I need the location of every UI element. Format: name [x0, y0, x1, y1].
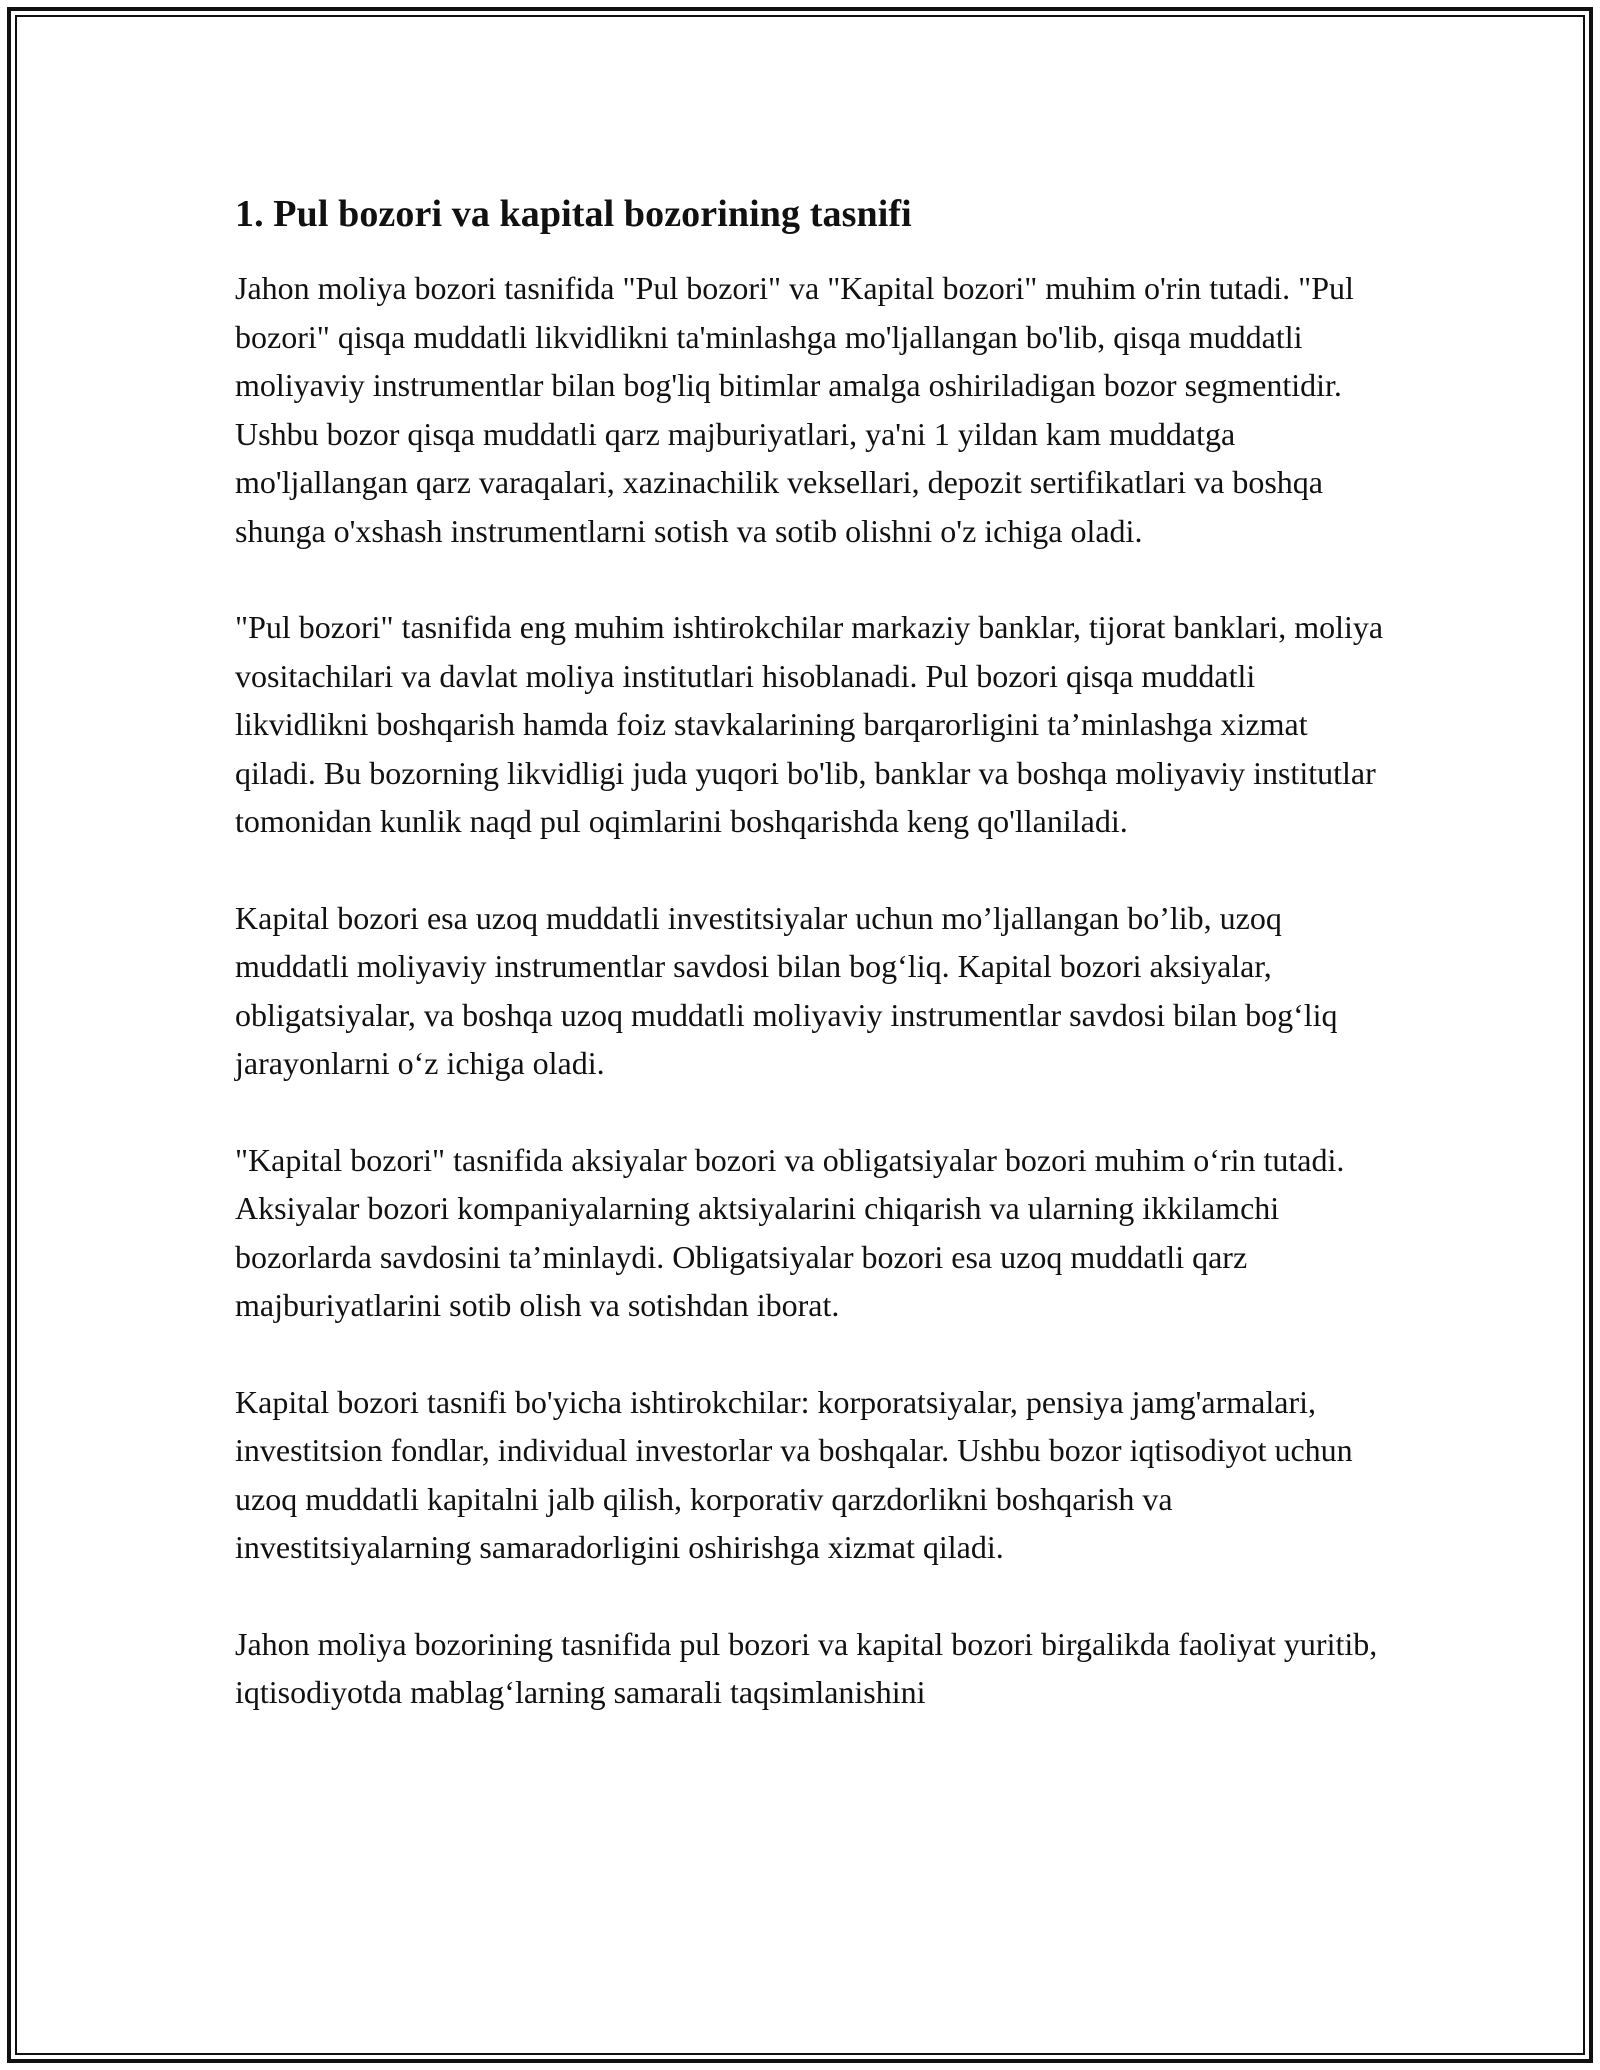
paragraph-money-market-participants: "Pul bozori" tasnifida eng muhim ishtirokchilar markaziy banklar, tijorat banklari, moliya vositachilari va davlat moliya institutlari hisoblanadi. Pul bozori qisqa muddatli likvidlikni boshqarish hamda foiz stavkalarining barqarorligini ta’minlashga xizmat qiladi. Bu bozorning likvidligi juda yuqori bo'lib, banklar va boshqa moliyaviy institutlar tomonidan kunlik naqd pul oqimlarini boshqarishda keng qo'llaniladi.	[235, 609, 1384, 839]
paragraph-capital-market-segments: "Kapital bozori" tasnifida aksiyalar bozori va obligatsiyalar bozori muhim o‘rin tutadi. Aksiyalar bozori kompaniyalarning aktsiyalarini chiqarish va ularning ikkilamchi bozorlarda savdosini ta’minlaydi. Obligatsiyalar bozori esa uzoq muddatli qarz majburiyatlarini sotib olish va sotishdan iborat.	[235, 1141, 1345, 1323]
section-heading: 1. Pul bozori va kapital bozorining tasnifi	[235, 193, 912, 235]
document-body	[235, 188, 1385, 1717]
paragraph-conclusion: Jahon moliya bozorining tasnifida pul bozori va kapital bozori birgalikda faoliyat yuritib, iqtisodiyotda mablag‘larning samarali taqsimlanishini	[235, 1625, 1378, 1710]
paragraph-capital-market-intro: Kapital bozori esa uzoq muddatli investitsiyalar uchun mo’ljallangan bo’lib, uzoq muddatli moliyaviy instrumentlar savdosi bilan bog‘liq. Kapital bozori aksiyalar, obligatsiyalar, va boshqa uzoq muddatli moliyaviy instrumentlar savdosi bilan bog‘liq jarayonlarni o‘z ichiga oladi.	[235, 899, 1338, 1081]
paragraph-money-market-intro: Jahon moliya bozori tasnifida "Pul bozori" va "Kapital bozori" muhim o'rin tutadi. "Pul bozori" qisqa muddatli likvidlikni ta'minlashga mo'ljallangan bo'lib, qisqa muddatli moliyaviy instrumentlar bilan bog'liq bitimlar amalga oshiriladigan bozor segmentidir. Ushbu bozor qisqa muddatli qarz majburiyatlari, ya'ni 1 yildan kam muddatga mo'ljallangan qarz varaqalari, xazinachilik veksellari, depozit sertifikatlari va boshqa shunga o'xshash instrumentlarni sotish va sotib olishni o'z ichiga oladi.	[235, 270, 1354, 549]
paragraph-capital-market-participants: Kapital bozori tasnifi bo'yicha ishtirokchilar: korporatsiyalar, pensiya jamg'armalari, investitsion fondlar, individual investorlar va boshqalar. Ushbu bozor iqtisodiyot uchun uzoq muddatli kapitalni jalb qilish, korporativ qarzdorlikni boshqarish va investitsiyalarning samaradorligini oshirishga xizmat qiladi.	[235, 1383, 1353, 1565]
